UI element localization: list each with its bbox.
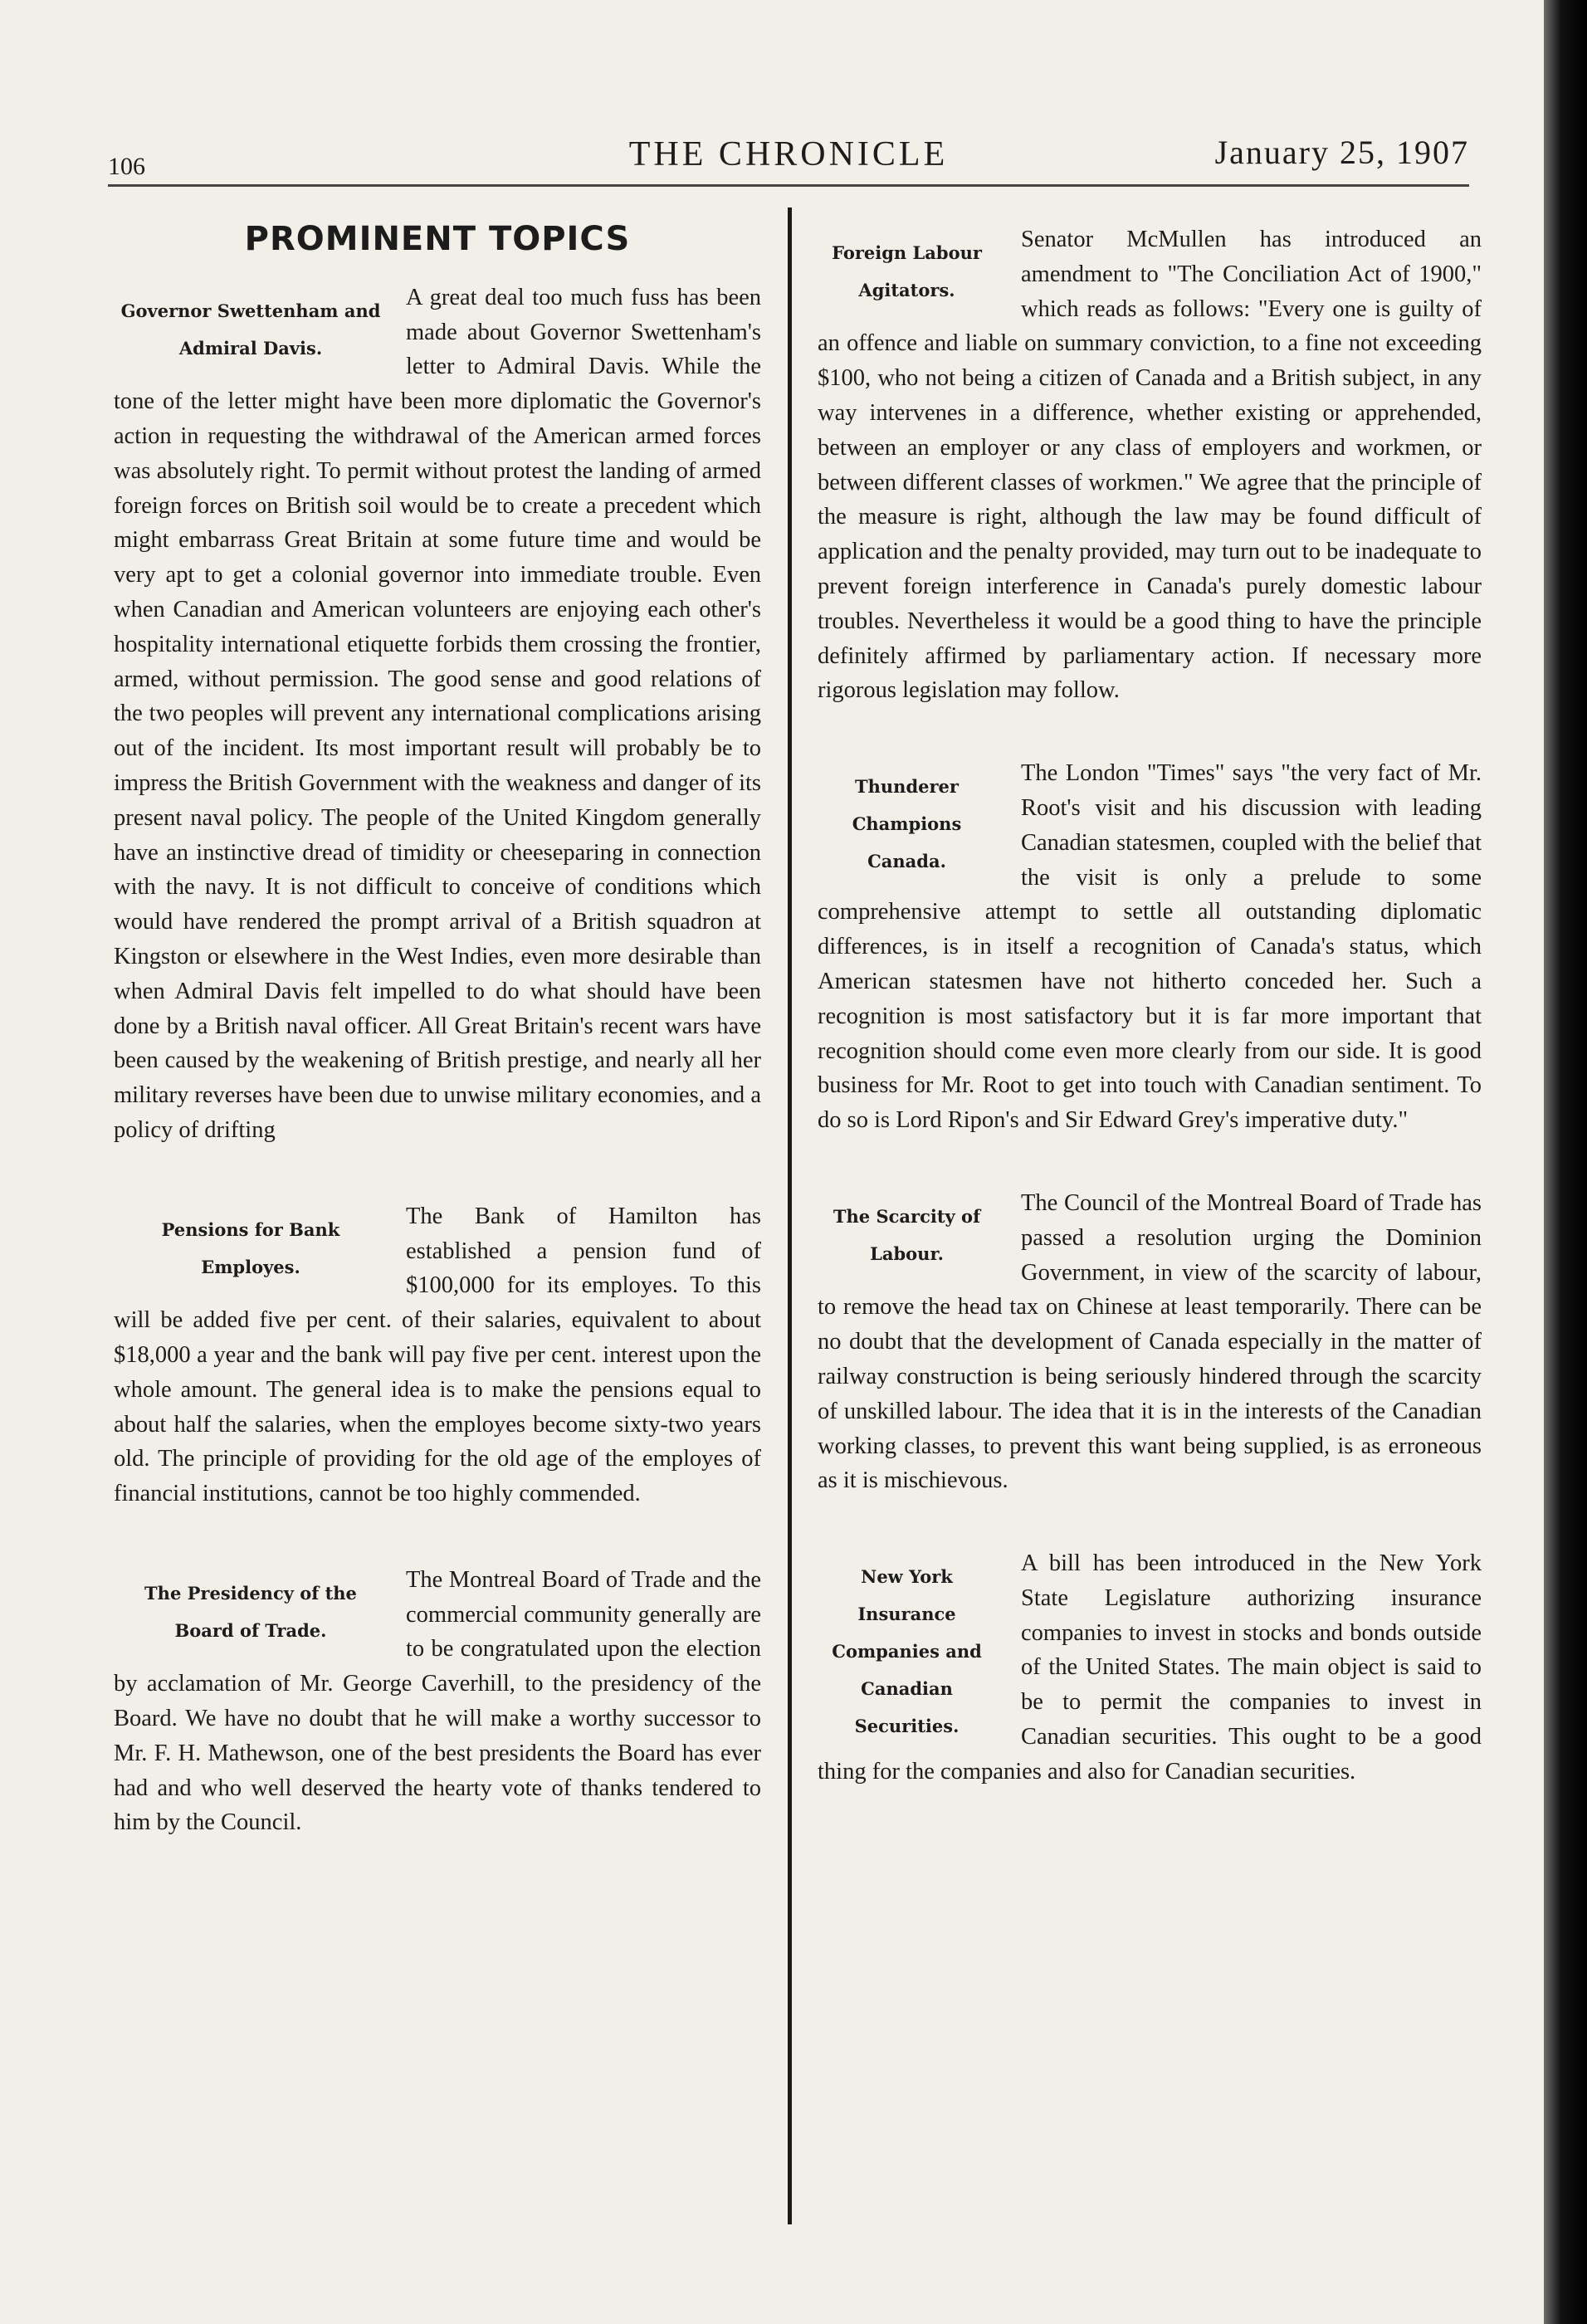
article-side-heading: New York Insurance Companies and Canadian Securities. — [832, 1566, 982, 1737]
left-column — [114, 222, 761, 1840]
article-side-heading: The Scarcity of Labour. — [833, 1205, 981, 1264]
article-thunderer — [818, 756, 1482, 1138]
article-side-heading: Pensions for Bank Employes. — [161, 1218, 340, 1277]
article-body: The Montreal Board of Trade and the commercial community generally are to be congratulated upon the election by acclamation of Mr. George Caverhill, to the presidency of the Board. We have no doubt that he will make a worthy successor to Mr. F. H. Mathewson, one of the best presidents the Board has ever had and who well deserved the hearty vote of thanks tendered to him by the Council. — [114, 1566, 761, 1836]
article-new-york-insurance — [818, 1546, 1482, 1789]
article-body: Senator McMullen has introduced an amendment to "The Conciliation Act of 1900," which reads as follows: "Every one is guilty of an offence and liable on summary conviction, to a fine not exceeding $100, who not being a citizen of Canada and a British subject, in any way intervenes in a difference, whether existing or apprehended, between an employer or any class of employers and workmen, or between different classes of workmen." We agree that the principle of the measure is right, although the law may be found difficult of application and the penalty provided, may turn out to be inadequate to prevent foreign interference in Canada's purely domestic labour troubles. Nevertheless it would be a good thing to have the principle definitely affirmed by parliamentary action. If necessary more rigorous legislation may follow. — [818, 227, 1482, 704]
article-pensions — [114, 1199, 761, 1511]
issue-date: January 25, 1907 — [1214, 134, 1469, 171]
article-body: A bill has been introduced in the New York State Legislature authorizing insurance companies to invest in stocks and bonds outside of the United States. The main object is said to be to permit the companies to invest in Canadian securities. This ought to be a good thing for the companies and also for Canadian securities. — [818, 1550, 1482, 1784]
header-rule — [108, 184, 1469, 187]
article-body: The Council of the Montreal Board of Trade has passed a resolution urging the Dominion Government, in view of the scarcity of labour, to remove the head tax on Chinese at least temporarily. There can be no doubt that the development of Canada especially in the matter of railway construction is being seriously hindered through the scarcity of unskilled labour. The idea that it is in the interests of the Canadian working classes, to prevent this want being supplied, is as erroneous as it is mischievous. — [818, 1189, 1482, 1494]
article-body: The Bank of Hamilton has established a pension fund of $100,000 for its employes. To this will be added five per cent. of their salaries, equivalent to about $18,000 a year and the bank will pay five per cent. interest upon the whole amount. The general idea is to make the pensions equal to about half the salaries, when the employes become sixty-two years old. The principle of providing for the old age of the employes of financial institutions, cannot be too highly commended. — [114, 1203, 761, 1507]
article-presidency — [114, 1563, 761, 1840]
article-side-heading: Governor Swettenham and Admiral Davis. — [120, 300, 381, 359]
section-heading: PROMINENT TOPICS — [244, 220, 631, 258]
right-column — [818, 222, 1482, 1789]
scan-edge — [1544, 0, 1587, 2324]
article-side-heading: Thunderer Champions Canada. — [852, 776, 962, 872]
article-body: The London "Times" says "the very fact of Mr. Root's visit and his discussion with leading Canadian statesmen, coupled with the belief that the visit is only a prelude to some comprehensive attempt to settle all outstanding diplomatic differences, is in itself a recognition of Canada's status, which American statesmen have not hitherto conceded her. Such a recognition is most satisfactory but it is far more important that recognition should come even more clearly from our side. It is good business for Mr. Root to get into touch with Canadian sentiment. To do so is Lord Ripon's and Sir Edward Grey's imperative duty." — [818, 760, 1482, 1134]
publication-title: THE CHRONICLE — [628, 135, 949, 173]
article-scarcity — [818, 1186, 1482, 1498]
page-header — [108, 124, 1469, 180]
article-body: A great deal too much fuss has been made about Governor Swettenham's letter to Admiral Davis. While the tone of the letter might have been more diplomatic the Governor's action in requesting the withdrawal of the American armed forces was absolutely right. To permit without protest the landing of armed foreign forces on British soil would be to create a precedent which might embarrass Great Britain at some future time and would be very apt to get a colonial governor into immediate trouble. Even when Canadian and American volunteers are enjoying each other's hospitality international etiquette forbids them crossing the frontier, armed, without permission. The good sense and good relations of the two peoples will prevent any international complications arising out of the incident. Its most important result will probably be to impress the British Government with the weakness and danger of its present naval policy. The people of the United Kingdom generally have an instinctive dread of timidity or cheeseparing in connection with the navy. It is not difficult to conceive of conditions which would have rendered the prompt arrival of a British squadron at Kingston or elsewhere in the West Indies, even more desirable than when Admiral Davis felt impelled to do what should have been done by a British naval officer. All Great Britain's recent wars have been caused by the weakening of British prestige, and nearly all her military reverses have been due to unwise military economies, and a policy of drifting — [114, 284, 761, 1143]
column-divider — [788, 208, 792, 2224]
article-side-heading: The Presidency of the Board of Trade. — [144, 1582, 357, 1641]
article-side-heading: Foreign Labour Agitators. — [832, 242, 982, 300]
article-foreign-labour — [818, 222, 1482, 708]
article-swettenham — [114, 281, 761, 1148]
page-number: 106 — [108, 153, 145, 180]
